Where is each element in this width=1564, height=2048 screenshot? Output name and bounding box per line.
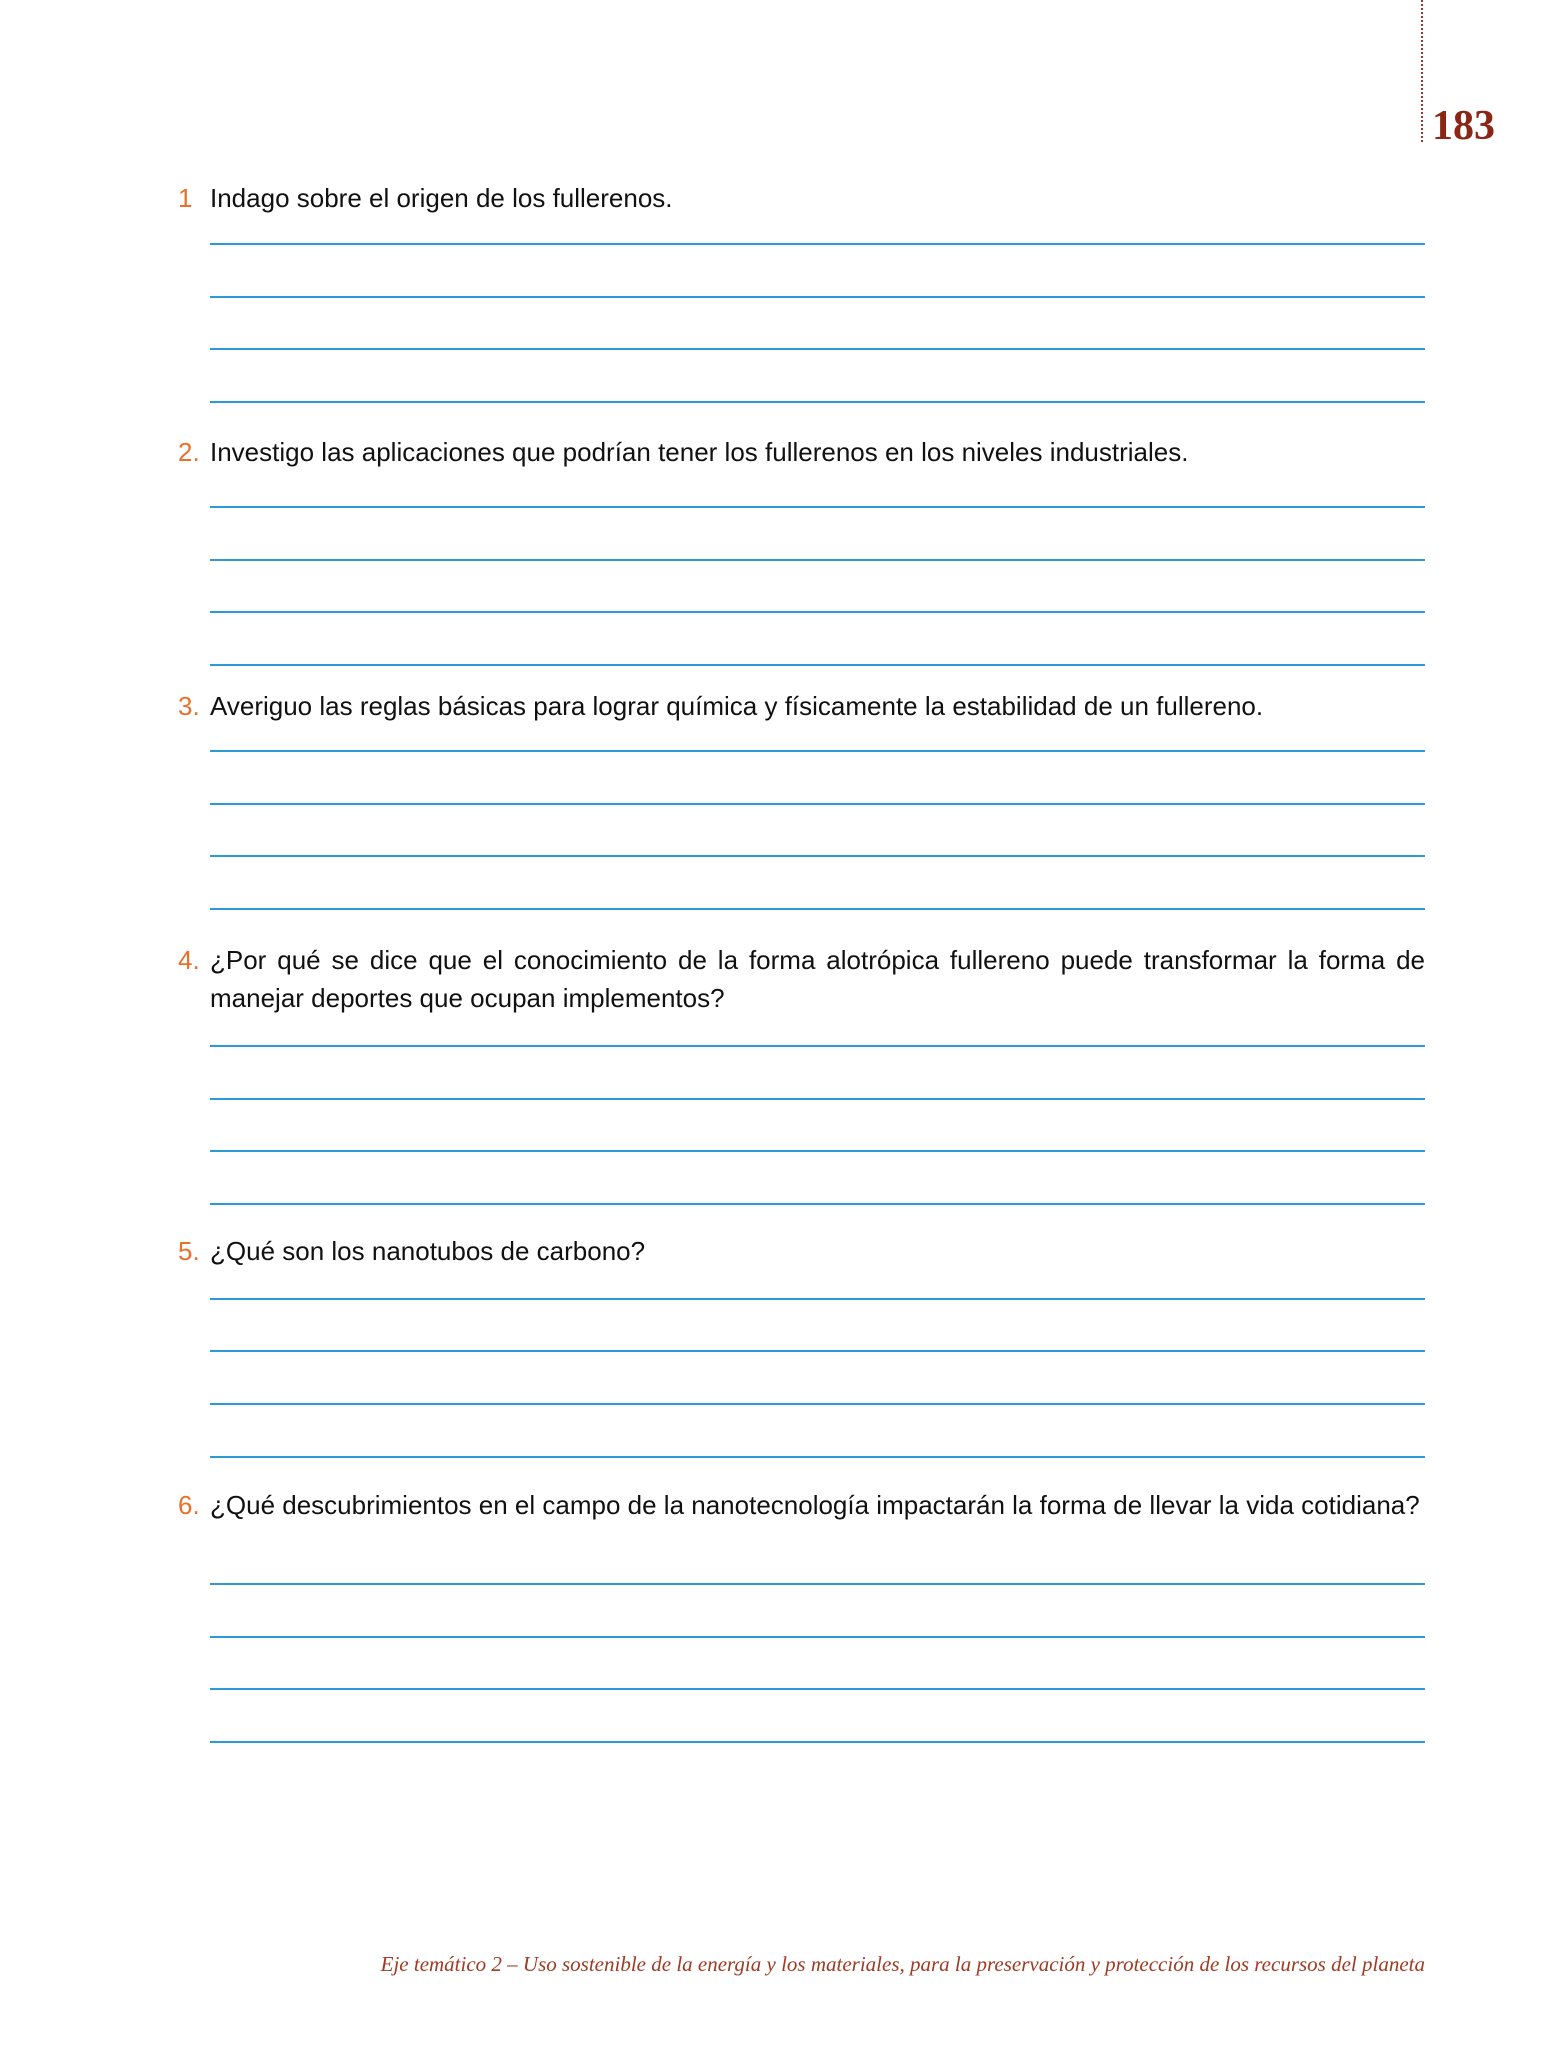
- answer-line[interactable]: [210, 750, 1425, 752]
- question-2: [178, 433, 1425, 471]
- answer-line[interactable]: [210, 908, 1425, 910]
- answer-line[interactable]: [210, 803, 1425, 805]
- answer-line[interactable]: [210, 1298, 1425, 1300]
- answer-line[interactable]: [210, 1636, 1425, 1638]
- answer-line[interactable]: [210, 1350, 1425, 1352]
- question-number: 5.: [178, 1236, 200, 1266]
- question-3: [178, 687, 1425, 725]
- question-text: ¿Qué son los nanotubos de carbono?: [210, 1236, 646, 1266]
- answer-line[interactable]: [210, 1688, 1425, 1690]
- question-4: [178, 941, 1425, 1017]
- answer-line[interactable]: [210, 401, 1425, 403]
- margin-dotted-rule: [1421, 0, 1423, 142]
- question-1: [178, 179, 1425, 217]
- answer-line[interactable]: [210, 664, 1425, 666]
- answer-line[interactable]: [210, 506, 1425, 508]
- answer-line[interactable]: [210, 1098, 1425, 1100]
- answer-line[interactable]: [210, 1583, 1425, 1585]
- answer-line[interactable]: [210, 348, 1425, 350]
- footer-running-title: Eje temático 2 – Uso sostenible de la energía y los materiales, para la preservación y protección de los recursos del planeta: [380, 1952, 1425, 1976]
- answer-line[interactable]: [210, 1403, 1425, 1405]
- question-number: 3.: [178, 691, 200, 721]
- question-text: Indago sobre el origen de los fullerenos.: [210, 183, 673, 213]
- question-text: ¿Qué descubrimientos en el campo de la nanotecnología impactarán la forma de llevar la vida cotidiana?: [210, 1490, 1420, 1520]
- question-6: [178, 1486, 1425, 1524]
- question-text: Investigo las aplicaciones que podrían tener los fullerenos en los niveles industriales.: [210, 437, 1189, 467]
- answer-line[interactable]: [210, 243, 1425, 245]
- question-text: ¿Por qué se dice que el conocimiento de la forma alotrópica fullereno puede transformar la forma de manejar deportes que ocupan implementos?: [210, 945, 1425, 1013]
- answer-line[interactable]: [210, 296, 1425, 298]
- answer-line[interactable]: [210, 1150, 1425, 1152]
- answer-line[interactable]: [210, 1456, 1425, 1458]
- answer-line[interactable]: [210, 1741, 1425, 1743]
- answer-line[interactable]: [210, 611, 1425, 613]
- question-text: Averiguo las reglas básicas para lograr química y físicamente la estabilidad de un fullereno.: [210, 691, 1264, 721]
- answer-line[interactable]: [210, 1045, 1425, 1047]
- page-number: 183: [1432, 103, 1495, 149]
- answer-line[interactable]: [210, 855, 1425, 857]
- question-number: 4.: [178, 945, 200, 975]
- question-number: 1: [178, 183, 193, 213]
- question-number: 2.: [178, 437, 200, 467]
- answer-line[interactable]: [210, 559, 1425, 561]
- question-number: 6.: [178, 1490, 200, 1520]
- answer-line[interactable]: [210, 1203, 1425, 1205]
- question-5: [178, 1232, 1425, 1270]
